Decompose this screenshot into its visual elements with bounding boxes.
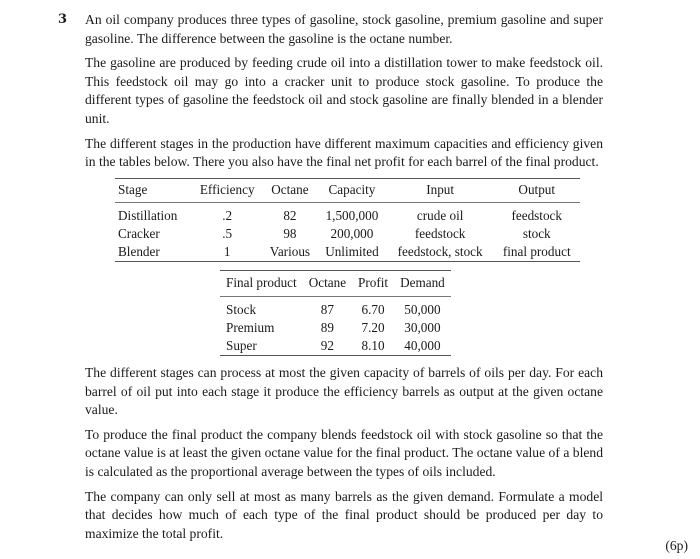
- table-cell: 40,000: [404, 337, 441, 353]
- column-header: Efficiency: [192, 178, 263, 203]
- paragraph: To produce the final product the company blends feedstock oil with stock gasoline so that the octane value is at least the given octane value for the final product. The octane value of a blend is calculated as the proportional average between the types of oils included.: [85, 426, 603, 479]
- table-cell: stock: [522, 225, 551, 241]
- table-row: [220, 297, 451, 319]
- table-header-row: [220, 270, 451, 297]
- table-cell: Distillation: [118, 207, 178, 223]
- table-cell: 8.10: [361, 337, 385, 353]
- table-cell: 1: [223, 243, 231, 259]
- question-body: [85, 11, 603, 549]
- column-header: Input: [387, 178, 494, 203]
- table-cell: 1,500,000: [325, 207, 379, 223]
- column-header: Octane: [303, 270, 352, 297]
- table-cell: 7.20: [361, 319, 385, 335]
- table-cell: 89: [320, 319, 334, 335]
- column-header: Final product: [220, 270, 303, 297]
- paragraph: An oil company produces three types of gasoline, stock gasoline, premium gasoline and super gasoline. The difference between the gasoline is the octane number.: [85, 12, 603, 46]
- table-row: [115, 243, 580, 262]
- column-header: Capacity: [317, 178, 387, 203]
- column-header: Output: [493, 178, 580, 203]
- table-cell: Cracker: [118, 225, 160, 241]
- column-header: Stage: [115, 178, 192, 203]
- table-cell: Super: [226, 337, 257, 353]
- table-cell: crude oil: [416, 207, 464, 223]
- table-cell: 50,000: [404, 301, 441, 317]
- table-cell: Premium: [226, 319, 275, 335]
- table-cell: Blender: [118, 243, 160, 259]
- paragraph: The different stages can process at most the given capacity of barrels of oils per day. For each barrel of oil put into each stage it produce the efficiency barrels as output at the given octane value.: [85, 364, 603, 418]
- table-cell: Stock: [226, 301, 257, 317]
- paragraph: The gasoline are produced by feeding crude oil into a distillation tower to make feedstock oil. This feedstock oil may go into a cracker unit to produce stock gasoline. To produce the different types of gasoline the feedstock oil and stock gasoline are finally blended in a blender unit.: [85, 55, 603, 126]
- table-row: [220, 337, 451, 356]
- table-row: [115, 225, 580, 243]
- table-row: [220, 319, 451, 337]
- question-number: 3: [58, 12, 68, 27]
- table-cell: feedstock, stock: [397, 243, 483, 259]
- table-header-row: [115, 178, 580, 203]
- table-cell: 92: [320, 337, 334, 353]
- table-cell: final product: [502, 243, 571, 259]
- table-cell: .5: [222, 225, 233, 241]
- product-table: [220, 270, 451, 356]
- table-cell: 200,000: [330, 225, 374, 241]
- points-label: (6p): [665, 538, 688, 553]
- table-cell: feedstock: [414, 225, 466, 241]
- table-cell: Various: [269, 243, 311, 259]
- table-cell: 87: [320, 301, 334, 317]
- column-header: Octane: [263, 178, 317, 203]
- table-cell: Unlimited: [325, 243, 379, 259]
- table-cell: 30,000: [404, 319, 441, 335]
- table-cell: 98: [283, 225, 297, 241]
- table-cell: feedstock: [511, 207, 562, 223]
- table-row: [115, 203, 580, 225]
- column-header: Demand: [394, 270, 451, 297]
- column-header: Profit: [352, 270, 394, 297]
- table-cell: .2: [222, 207, 233, 223]
- paragraph: The company can only sell at most as many barrels as the given demand. Formulate a model that decides how much of each type of the final product should be produced per day to maximize the total profit.: [85, 488, 603, 541]
- table-cell: 6.70: [361, 301, 385, 317]
- paragraph: The different stages in the production have different maximum capacities and efficiency given in the tables below. There you also have the final net profit for each barrel of the final product.: [85, 135, 603, 170]
- table-cell: 82: [283, 207, 297, 223]
- stage-table: [115, 178, 580, 262]
